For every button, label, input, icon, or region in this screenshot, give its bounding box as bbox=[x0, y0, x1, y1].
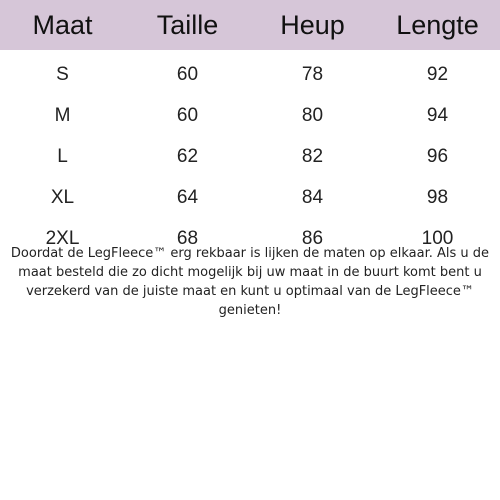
cell-size: L bbox=[57, 145, 68, 167]
cell-size: XL bbox=[50, 186, 75, 208]
cell-heup: 78 bbox=[301, 63, 324, 85]
cell-size: 2XL bbox=[45, 227, 80, 249]
cell-heup: 86 bbox=[301, 227, 324, 249]
cell-lengte: 94 bbox=[426, 104, 449, 126]
cell-taille: 68 bbox=[176, 227, 199, 249]
cell-size: M bbox=[54, 104, 71, 126]
header-row bbox=[0, 0, 500, 50]
cell-heup: 84 bbox=[301, 186, 324, 208]
cell-taille: 62 bbox=[176, 145, 199, 167]
cell-taille: 60 bbox=[176, 63, 199, 85]
table-row bbox=[0, 95, 500, 136]
cell-heup: 82 bbox=[301, 145, 324, 167]
header-taille: Taille bbox=[156, 9, 219, 40]
table-row bbox=[0, 136, 500, 177]
cell-taille: 64 bbox=[176, 186, 199, 208]
size-chart-header bbox=[0, 0, 500, 50]
cell-lengte: 98 bbox=[426, 186, 449, 208]
cell-lengte: 96 bbox=[426, 145, 449, 167]
header-heup: Heup bbox=[280, 9, 345, 40]
header-lengte: Lengte bbox=[396, 9, 479, 40]
cell-lengte: 92 bbox=[426, 63, 449, 85]
cell-heup: 80 bbox=[301, 104, 324, 126]
cell-size: S bbox=[56, 63, 69, 85]
cell-taille: 60 bbox=[176, 104, 199, 126]
cell-lengte: 100 bbox=[421, 227, 454, 249]
size-advice-note: Doordat de LegFleece™ erg rekbaar is lijken de maten op elkaar. Als u de maat besteld die zo dicht mogelijk bij uw maat in de buurt komt bent u verzekerd van de juiste maat en kunt u optimaal van de LegFleece™ genieten! bbox=[10, 246, 490, 318]
table-row bbox=[0, 177, 500, 218]
size-chart-body bbox=[0, 50, 500, 259]
table-row bbox=[0, 50, 500, 95]
header-maat: Maat bbox=[32, 9, 93, 40]
